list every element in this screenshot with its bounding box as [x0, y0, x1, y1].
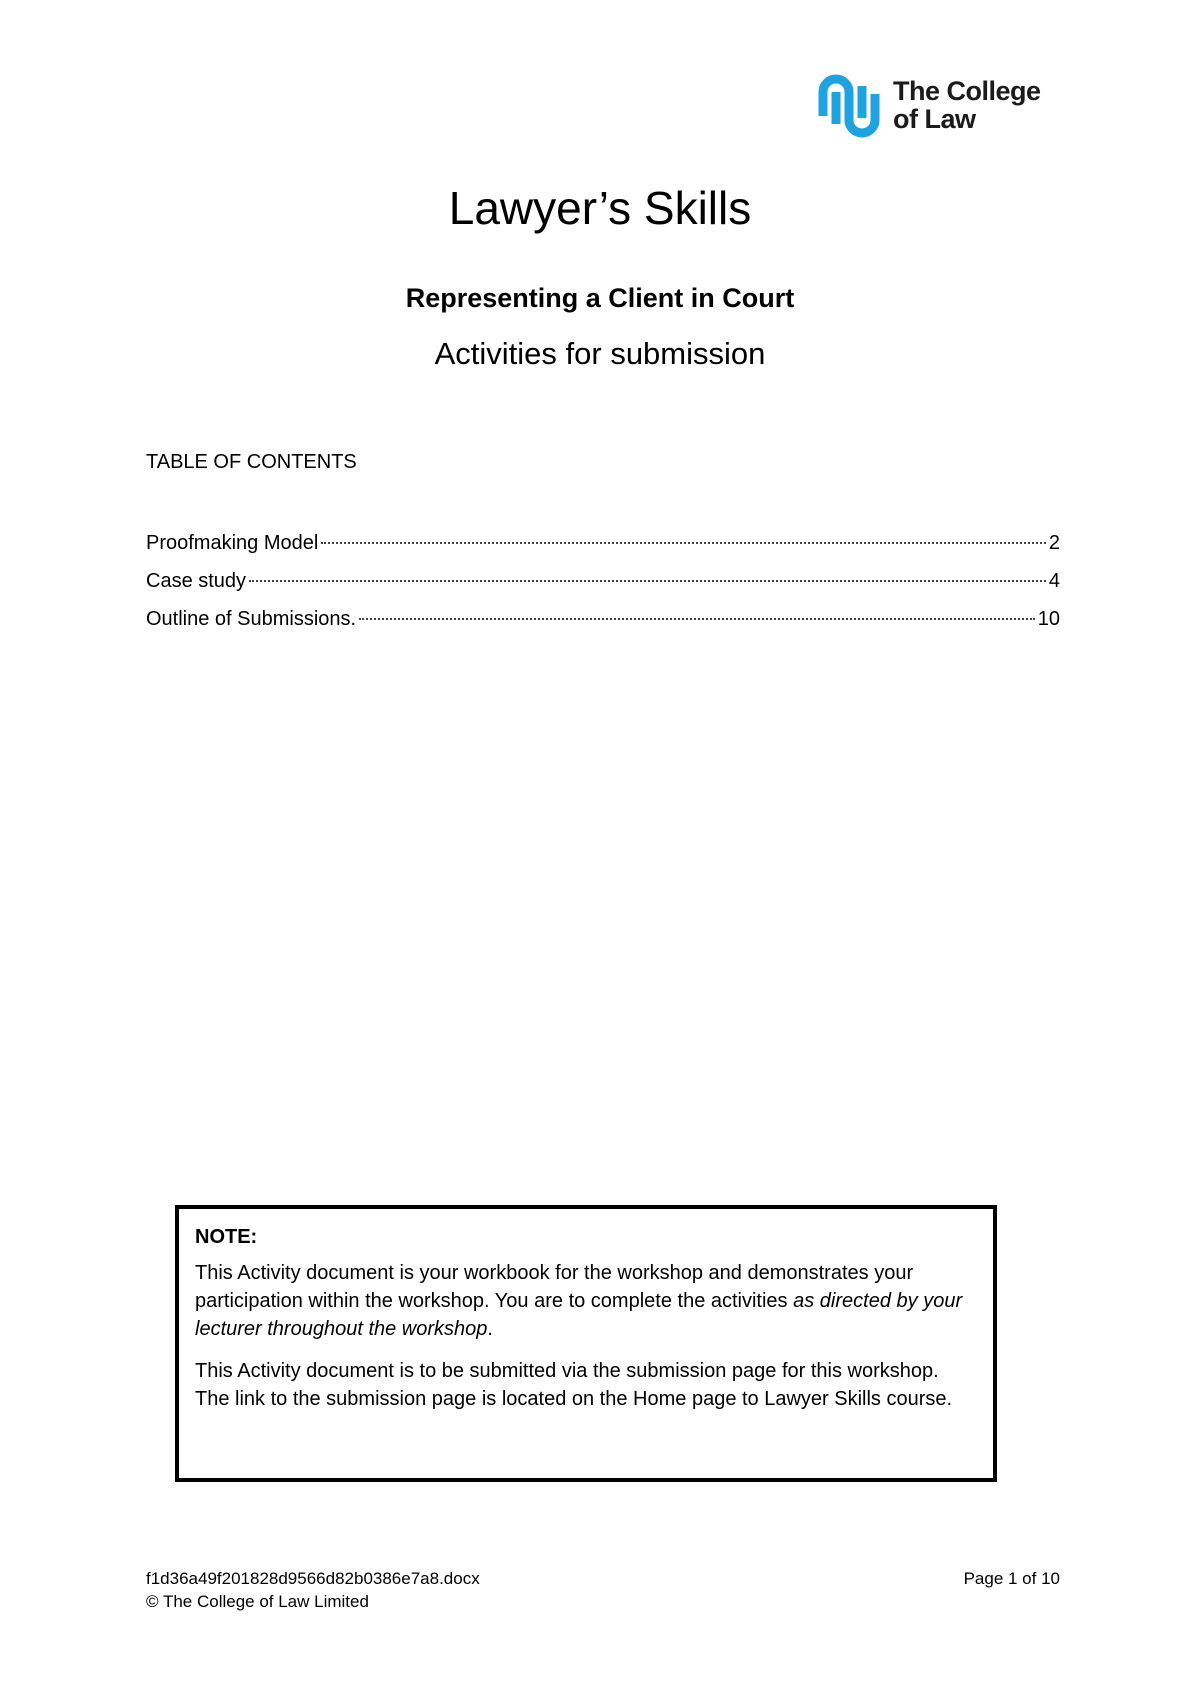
- note-paragraph-1-emphasis: as directed by your lecturer throughout the workshop: [195, 1290, 963, 1340]
- footer-page-number: Page 1 of 10: [963, 1569, 1060, 1588]
- toc-dot-leader: [249, 580, 1046, 582]
- college-logo: [817, 70, 1067, 140]
- toc-entry-label: Proofmaking Model: [146, 532, 319, 554]
- note-paragraph-1-text: This Activity document is your workbook for the workshop and demonstrates your participation within the workshop. You are to complete the activities: [195, 1262, 914, 1312]
- logo-line-1: The College: [893, 76, 1041, 106]
- note-paragraph-2: This Activity document is to be submitted via the submission page for this workshop. The link to the submission page is located on the Home page to Lawyer Skills course.: [195, 1360, 953, 1410]
- toc-entry-label: Case study: [146, 570, 247, 592]
- document-subheading: Activities for submission: [434, 336, 766, 371]
- page-footer: [146, 1567, 1060, 1613]
- toc-entry-case-study[interactable]: [146, 569, 1060, 607]
- document-subtitle: Representing a Client in Court: [405, 283, 795, 313]
- table-of-contents: [146, 531, 1060, 645]
- college-logo-icon: [817, 72, 881, 138]
- toc-entry-page: 10: [1037, 608, 1060, 630]
- footer-filename: f1d36a49f201828d9566d82b0386e7a8.docx: [146, 1569, 480, 1588]
- toc-dot-leader: [359, 618, 1035, 620]
- document-title: Lawyer’s Skills: [448, 182, 752, 234]
- footer-copyright: © The College of Law Limited: [146, 1592, 369, 1611]
- note-paragraph-1: [195, 1259, 977, 1343]
- toc-entry-outline-of-submissions[interactable]: [146, 607, 1060, 645]
- toc-heading: TABLE OF CONTENTS: [146, 451, 357, 473]
- toc-entry-page: 4: [1048, 570, 1060, 592]
- toc-entry-page: 2: [1048, 532, 1060, 554]
- note-paragraph-1-end: .: [487, 1318, 493, 1340]
- note-box: [175, 1205, 997, 1482]
- footer-left: [146, 1567, 480, 1613]
- logo-wordmark: [893, 77, 1041, 133]
- note-title: NOTE:: [195, 1226, 258, 1248]
- logo-line-2: of Law: [893, 104, 976, 134]
- toc-entry-proofmaking-model[interactable]: [146, 531, 1060, 569]
- toc-entry-label: Outline of Submissions.: [146, 608, 357, 630]
- toc-dot-leader: [321, 542, 1046, 544]
